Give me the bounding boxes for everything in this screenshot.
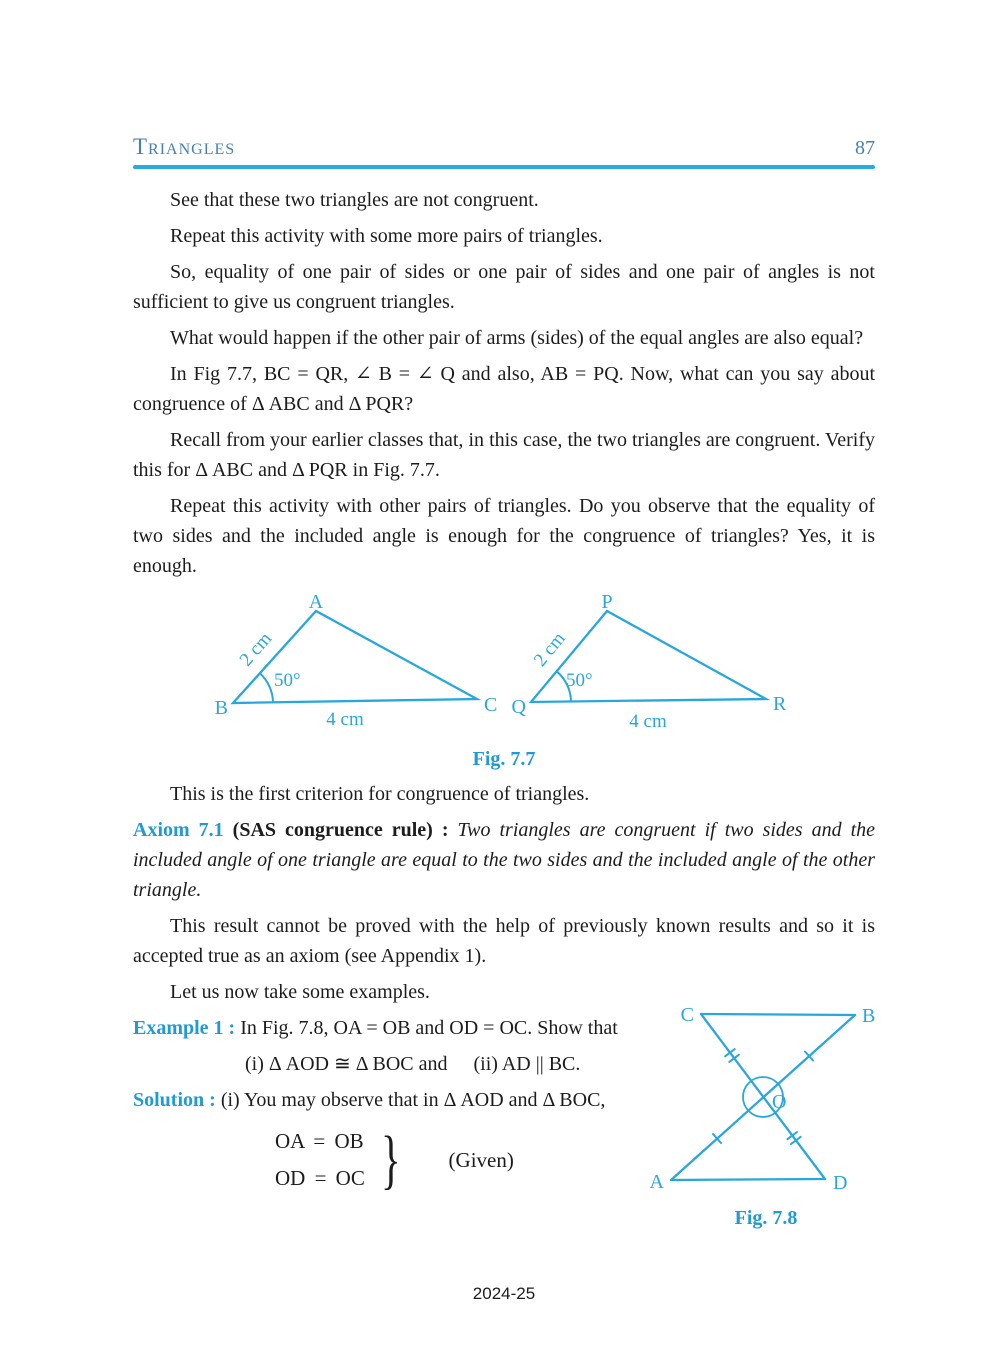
solution-label: Solution : (133, 1089, 216, 1111)
solution-text: (i) You may observe that in Δ AOD and Δ BOC, (220, 1089, 606, 1111)
vertex-label-b: B (214, 697, 228, 719)
example-item-ii: (ii) AD || BC. (473, 1053, 581, 1075)
figure-7-7-caption: Fig. 7.7 (472, 748, 536, 770)
vertex-label-p: P (601, 595, 613, 613)
example-statement (133, 1013, 695, 1043)
header-divider (133, 165, 875, 169)
axiom-statement: Two triangles are congruent if two sides and the included angle of one triangle are equal to the two sides and the included angle of the other triangle. (133, 819, 876, 901)
crossed-triangles (650, 1004, 876, 1194)
line-ad (671, 1179, 825, 1180)
figure-7-7 (133, 595, 875, 771)
paragraph-2: Repeat this activity with some more pairs of triangles. (170, 225, 603, 247)
equation-oa-ob: OA = OB (275, 1129, 364, 1153)
side-label-pq: 2 cm (529, 628, 570, 671)
paragraph-10: Let us now take some examples. (170, 981, 430, 1003)
paragraph-3: So, equality of one pair of sides or one pair of sides and one pair of angles is not sufficient to give us congruent triangles. (133, 261, 875, 313)
axiom-paragraph (133, 815, 875, 905)
equation-lines (275, 1123, 365, 1197)
vertex-label-q: Q (511, 696, 526, 718)
chapter-title: Triangles (133, 134, 236, 159)
axiom-rule-name: (SAS congruence rule) : (232, 819, 449, 841)
paragraph-4: What would happen if the other pair of arms (sides) of the equal angles are also equal? (170, 327, 864, 349)
given-label: (Given) (448, 1147, 514, 1172)
angle-label-q: 50° (566, 670, 593, 691)
figure-7-8-drawing (648, 992, 898, 1240)
angle-arc-b (260, 673, 273, 702)
vertex-label-c2: C (680, 1004, 694, 1026)
line-cb (701, 1014, 855, 1015)
paragraph-6: Recall from your earlier classes that, in this case, the two triangles are congruent. Verify this for Δ ABC and Δ PQR in Fig. 7.7. (133, 429, 875, 481)
paragraph-1: See that these two triangles are not congruent. (170, 189, 539, 211)
paragraph-8: This is the first criterion for congruence of triangles. (170, 783, 590, 805)
paragraph-9: This result cannot be proved with the help of previously known results and so it is accepted true as an axiom (see Appendix 1). (133, 915, 875, 967)
vertex-label-a: A (308, 595, 324, 613)
vertex-label-a2: A (649, 1171, 664, 1193)
vertex-label-r: R (773, 693, 787, 715)
paragraph-5: In Fig 7.7, BC = QR, ∠ B = ∠ Q and also, AB = PQ. Now, what can you say about congruence of Δ ABC and Δ PQR? (133, 363, 875, 415)
line-ab (671, 1015, 855, 1180)
vertex-label-o: O (772, 1091, 787, 1113)
paragraph-7: Repeat this activity with other pairs of triangles. Do you observe that the equality of two sides and the included angle is enough for the congruence of triangles? Yes, it is enough. (133, 495, 875, 577)
triangle-pqr (512, 595, 787, 732)
side-label-ab: 2 cm (235, 628, 277, 671)
figure-7-8 (648, 992, 898, 1245)
solution-statement (133, 1085, 695, 1115)
figure-7-8-caption: Fig. 7.8 (734, 1207, 798, 1229)
page-number: 87 (855, 137, 875, 159)
footer-year: 2024-25 (472, 1284, 536, 1303)
example-item-i: (i) Δ AOD ≅ Δ BOC and (245, 1053, 448, 1075)
vertex-label-c: C (484, 694, 498, 716)
triangle-abc-outline (233, 611, 477, 703)
equation-od-oc: OD = OC (275, 1166, 365, 1190)
angle-label-b: 50° (274, 670, 301, 691)
vertex-label-b2: B (862, 1005, 876, 1027)
equation-brace: } (380, 1123, 401, 1196)
base-label-qr: 4 cm (629, 711, 667, 732)
page-header (133, 134, 875, 160)
figure-7-7-drawing (133, 595, 875, 743)
base-label-bc: 4 cm (326, 709, 364, 730)
example-label: Example 1 : (133, 1017, 236, 1039)
triangle-abc (215, 595, 498, 730)
vertex-label-d2: D (833, 1172, 848, 1194)
example-text: In Fig. 7.8, OA = OB and OD = OC. Show that (240, 1017, 618, 1039)
axiom-label: Axiom 7.1 (133, 819, 224, 841)
